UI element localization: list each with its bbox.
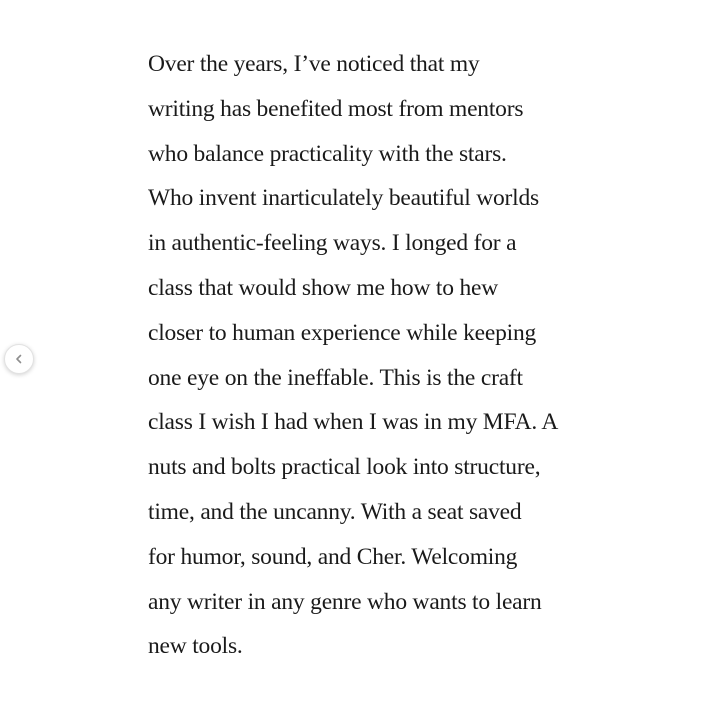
- text-line: writing has benefited most from mentors: [148, 95, 524, 122]
- carousel-previous-button[interactable]: [4, 344, 34, 374]
- text-line: time, and the uncanny. With a seat saved: [148, 498, 522, 525]
- text-line: Over the years, I’ve noticed that my: [148, 51, 480, 77]
- text-line: for humor, sound, and Cher. Welcoming: [148, 543, 518, 570]
- text-line: class that would show me how to hew: [148, 274, 499, 301]
- text-line: who balance practicality with the stars.: [148, 140, 507, 167]
- chevron-left-icon: [13, 353, 25, 365]
- text-line: class I wish I had when I was in my MFA. A: [148, 409, 559, 436]
- text-line: any writer in any genre who wants to learn: [148, 588, 542, 615]
- text-line: in authentic-feeling ways. I longed for a: [148, 230, 517, 257]
- text-line: Who invent inarticulately beautiful worlds: [148, 185, 539, 212]
- text-line: closer to human experience while keeping: [148, 319, 537, 346]
- text-line: nuts and bolts practical look into structure,: [148, 454, 541, 481]
- text-line: new tools.: [148, 633, 243, 660]
- post-body-text: [148, 42, 648, 669]
- text-line: one eye on the ineffable. This is the craft: [148, 364, 523, 391]
